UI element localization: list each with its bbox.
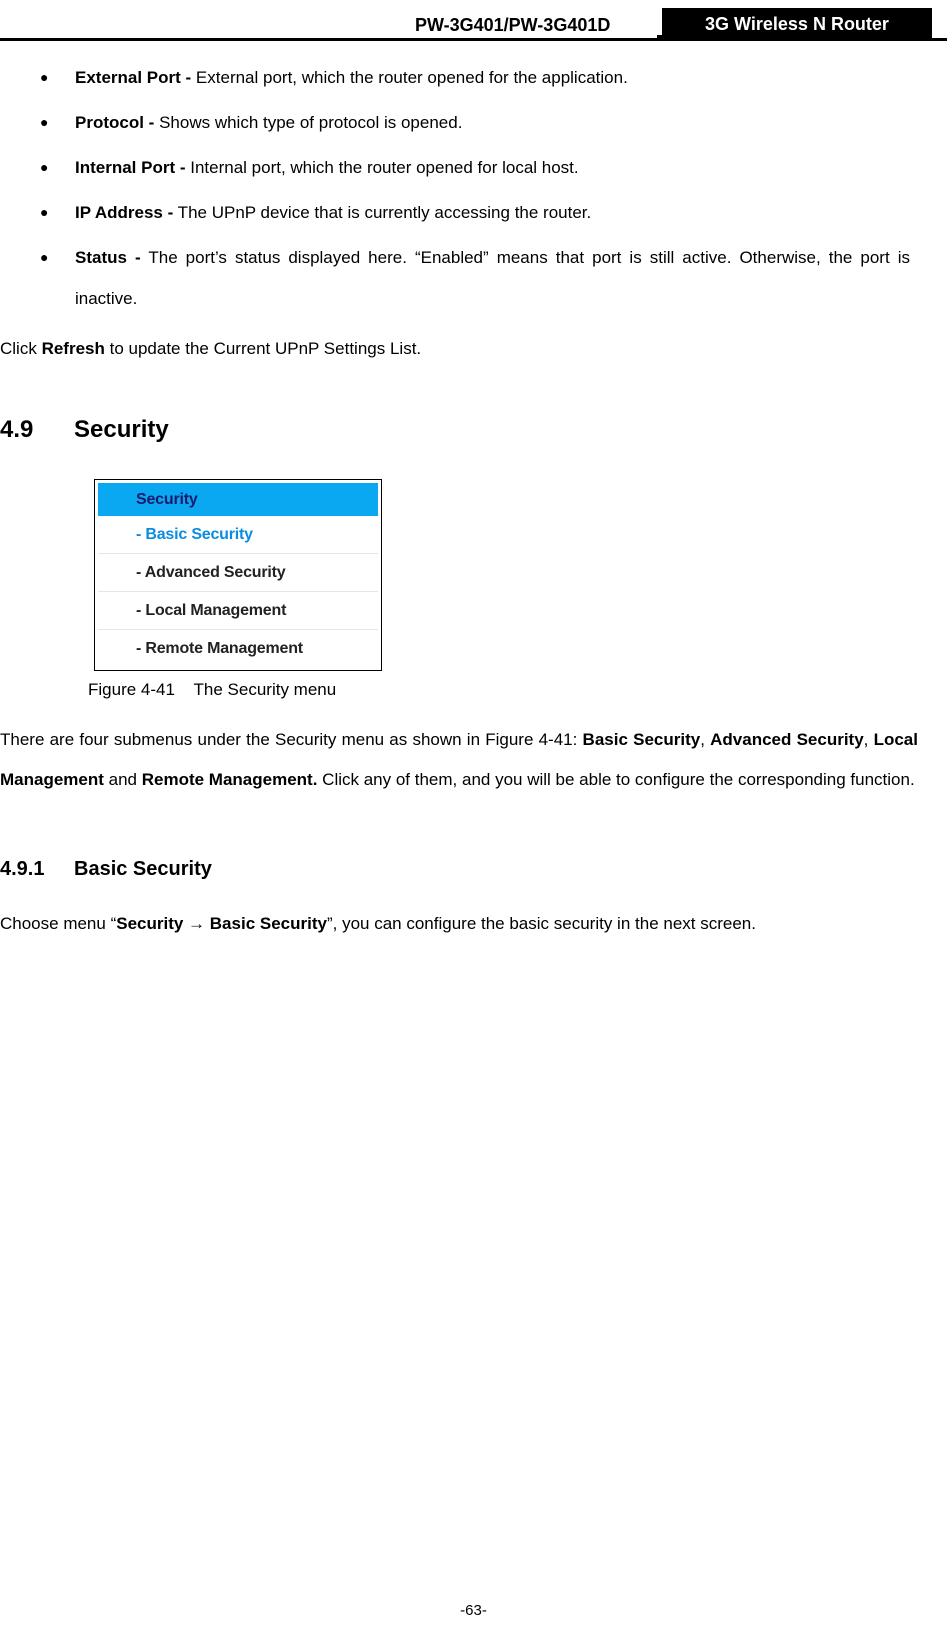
section-heading [0, 416, 169, 444]
menu-item-advanced-security[interactable]: - Advanced Security [98, 554, 378, 592]
menu-item-remote-management[interactable]: - Remote Management [136, 640, 303, 657]
text: There are four submenus under the Security menu as shown in Figure 4-41: [0, 730, 583, 749]
page-number: -63- [460, 1602, 487, 1619]
text: , [863, 730, 874, 749]
remote-management-term: Remote Management. [141, 770, 318, 789]
menu-item-local-management[interactable]: - Local Management [98, 592, 378, 630]
bullet-term: External Port - [75, 68, 192, 87]
bullet-text: Internal port, which the router opened for local host. [185, 158, 579, 177]
text: Click any of them, and you will be able to configure the corresponding function. [317, 770, 915, 789]
text: Choose menu “ [0, 914, 117, 933]
bullet-dot-icon: ● [40, 69, 49, 85]
bullet-dot-icon: ● [40, 159, 49, 175]
arrow-right-icon: → [183, 914, 210, 933]
text: to update the Current UPnP Settings List. [104, 339, 422, 358]
bullet-text: The UPnP device that is currently accessing the router. [173, 203, 592, 222]
subsection-number: 4.9.1 [0, 858, 45, 880]
bullet-term: IP Address - [75, 203, 174, 222]
page-header [0, 0, 947, 41]
local-management-term: Local Management [0, 730, 918, 789]
advanced-security-term: Advanced Security [710, 730, 864, 749]
text: ”, you can configure the basic security in the next screen. [326, 914, 756, 933]
bullet-term: Internal Port - [75, 158, 186, 177]
submenus-paragraph [0, 720, 918, 800]
bullet-term: Protocol - [75, 113, 155, 132]
menu-item-basic-security[interactable]: - Basic Security [98, 516, 378, 554]
basic-security-term: Basic Security [209, 914, 327, 933]
text: , [700, 730, 711, 749]
section-number: 4.9 [0, 416, 34, 443]
subsection-title: Basic Security [74, 858, 212, 880]
header-rule [0, 38, 947, 41]
bullet-term: Status - [75, 248, 141, 267]
header-model: PW-3G401/PW-3G401D [415, 15, 611, 35]
security-term: Security [116, 914, 184, 933]
text: and [103, 770, 142, 789]
choose-paragraph [0, 904, 918, 944]
bullet-text: Shows which type of protocol is opened. [154, 113, 463, 132]
header-product-tab: 3G Wireless N Router [662, 8, 932, 40]
refresh-paragraph [0, 329, 918, 369]
bullet-dot-icon: ● [40, 114, 49, 130]
text: Click [0, 339, 42, 358]
menu-security[interactable]: Security [98, 483, 378, 516]
subsection-heading [0, 858, 212, 881]
figure-caption: Figure 4-41 The Security menu [88, 680, 337, 699]
section-title: Security [74, 416, 169, 443]
security-menu-figure [94, 479, 382, 671]
bullet-dot-icon: ● [40, 204, 49, 220]
bullet-text: External port, which the router opened for the application. [191, 68, 628, 87]
bullet-text: The port’s status displayed here. “Enabled” means that port is still active. Otherwise, the port is inactive. [75, 248, 910, 308]
bullet-dot-icon: ● [40, 249, 49, 265]
basic-security-term: Basic Security [582, 730, 701, 749]
refresh-term: Refresh [41, 339, 105, 358]
